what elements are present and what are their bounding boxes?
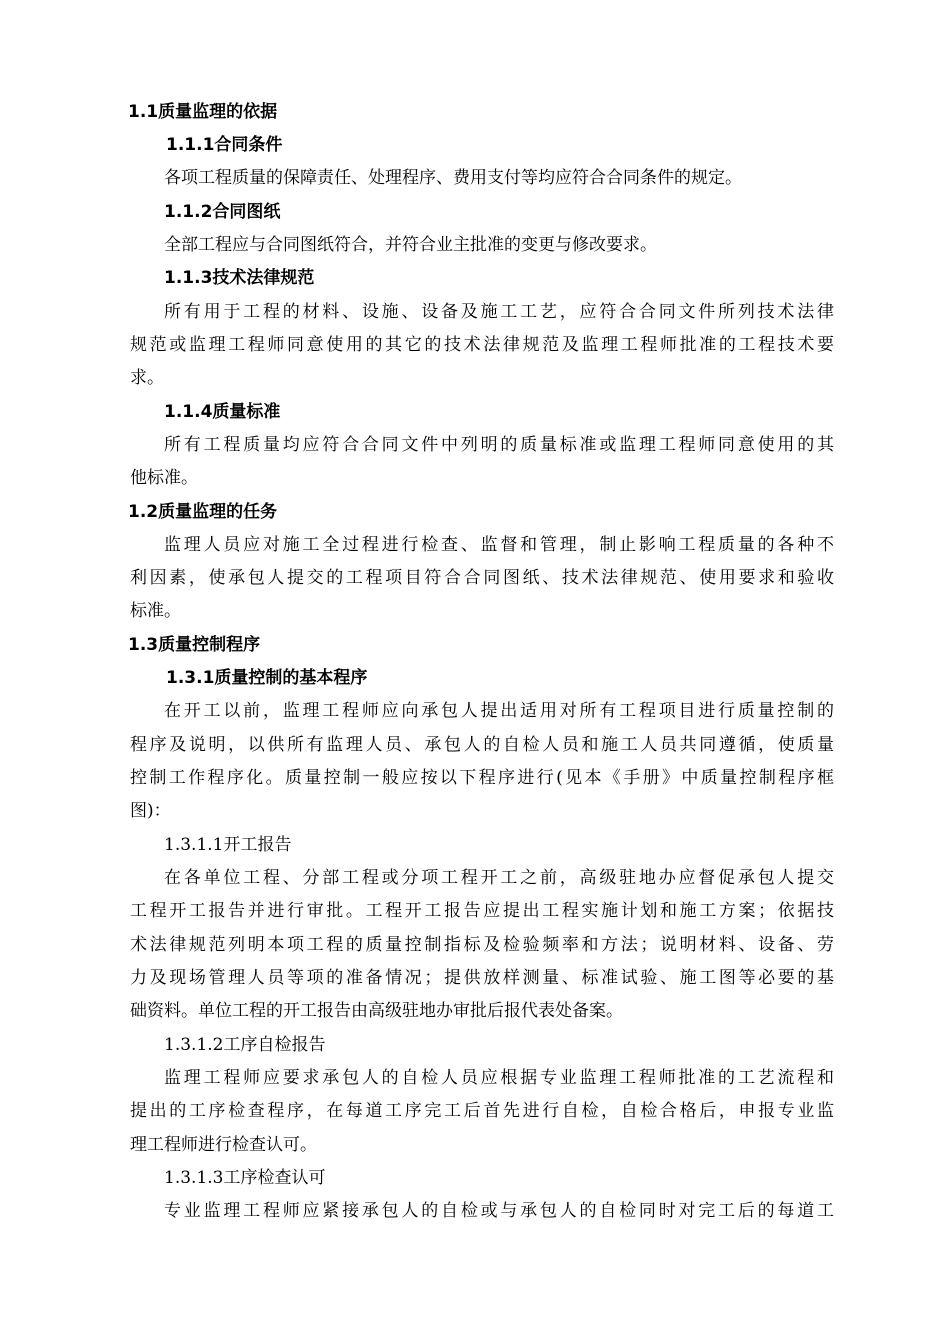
paragraph-line: 程序及说明，以供所有监理人员、承包人的自检人员和施工人员共同遵循，使质量 (130, 735, 834, 755)
paragraph-line: 在各单位工程、分部工程或分项工程开工之前，高级驻地办应督促承包人提交 (164, 868, 834, 888)
paragraph-line: 术法律规范列明本项工程的质量控制指标及检验频率和方法；说明材料、设备、劳 (130, 935, 834, 955)
subsection-heading-1-1-2: 1.1.2合同图纸 (164, 202, 281, 222)
paragraph-line: 监理人员应对施工全过程进行检查、监督和管理，制止影响工程质量的各种不 (164, 535, 834, 555)
paragraph-line: 所有用于工程的材料、设施、设备及施工工艺，应符合合同文件所列技术法律 (164, 302, 834, 322)
paragraph-line: 础资料。单位工程的开工报告由高级驻地办审批后报代表处备案。 (130, 1001, 623, 1021)
paragraph-line: 他标准。 (130, 468, 198, 488)
subsection-heading-1-3-1: 1.3.1质量控制的基本程序 (166, 668, 368, 688)
paragraph-line: 力及现场管理人员等项的准备情况；提供放样测量、标准试验、施工图等必要的基 (130, 968, 834, 988)
subsection-heading-1-1-3: 1.1.3技术法律规范 (164, 268, 315, 288)
paragraph-line: 利因素，使承包人提交的工程项目符合合同图纸、技术法律规范、使用要求和验收 (130, 568, 834, 588)
paragraph-line: 提出的工序检查程序，在每道工序完工后首先进行自检，自检合格后，申报专业监 (130, 1101, 834, 1121)
paragraph-line: 规范或监理工程师同意使用的其它的技术法律规范及监理工程师批准的工程技术要 (130, 335, 834, 355)
paragraph-line: 求。 (130, 368, 164, 388)
paragraph-line: 各项工程质量的保障责任、处理程序、费用支付等均应符合合同条件的规定。 (164, 168, 742, 188)
paragraph-line: 专业监理工程师应紧接承包人的自检或与承包人的自检同时对完工后的每道工 (164, 1201, 834, 1221)
subsection-heading-1-1-4: 1.1.4质量标准 (164, 402, 281, 422)
paragraph-line: 标准。 (130, 601, 181, 621)
item-heading-1-3-1-1: 1.3.1.1开工报告 (164, 835, 292, 855)
paragraph-line: 图)： (130, 801, 171, 821)
section-heading-1-2: 1.2质量监理的任务 (128, 502, 278, 522)
paragraph-line: 全部工程应与合同图纸符合，并符合业主批准的变更与修改要求。 (164, 235, 657, 255)
section-heading-1-3: 1.3质量控制程序 (128, 635, 261, 655)
paragraph-line: 工程开工报告并进行审批。工程开工报告应提出工程实施计划和施工方案；依据技 (130, 901, 834, 921)
paragraph-line: 理工程师进行检查认可。 (130, 1135, 317, 1155)
paragraph-line: 所有工程质量均应符合合同文件中列明的质量标准或监理工程师同意使用的其 (164, 435, 834, 455)
section-heading-1-1: 1.1质量监理的依据 (128, 102, 278, 122)
item-heading-1-3-1-2: 1.3.1.2工序自检报告 (164, 1035, 326, 1055)
item-heading-1-3-1-3: 1.3.1.3工序检查认可 (164, 1168, 326, 1188)
paragraph-line: 控制工作程序化。质量控制一般应按以下程序进行(见本《手册》中质量控制程序框 (130, 768, 834, 788)
subsection-heading-1-1-1: 1.1.1合同条件 (166, 135, 283, 155)
paragraph-line: 监理工程师应要求承包人的自检人员应根据专业监理工程师批准的工艺流程和 (164, 1068, 834, 1088)
paragraph-line: 在开工以前，监理工程师应向承包人提出适用对所有工程项目进行质量控制的 (164, 701, 834, 721)
